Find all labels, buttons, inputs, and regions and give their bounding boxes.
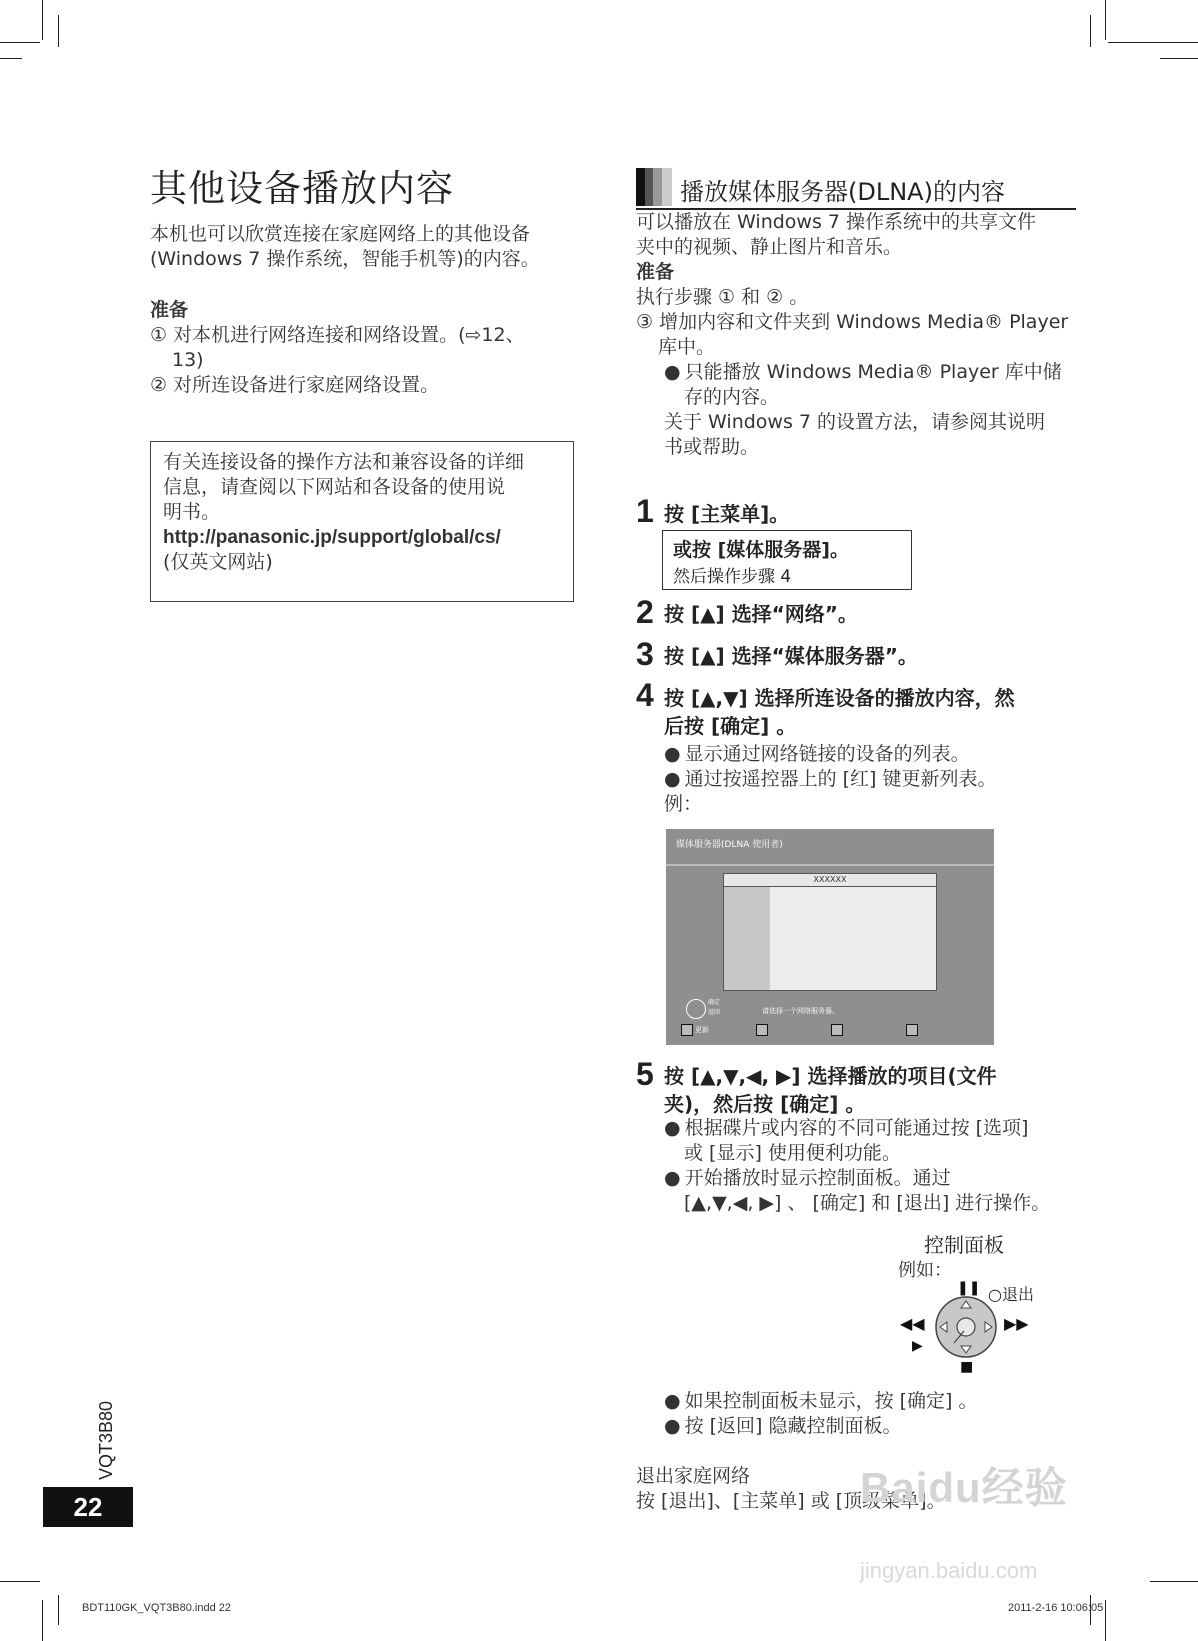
step-number: 5 bbox=[636, 1056, 654, 1092]
crop-mark bbox=[1150, 1581, 1198, 1582]
screen-divider bbox=[666, 864, 994, 866]
intro-line: 本机也可以欣赏连接在家庭网络上的其他设备 bbox=[150, 223, 531, 245]
section-header bbox=[636, 168, 1076, 210]
exit-text: 按 [退出]、[主菜单] 或 [顶级菜单]。 bbox=[636, 1490, 946, 1512]
server-list-header: XXXXXX bbox=[724, 874, 936, 887]
prep-item: ① 对本机进行网络连接和网络设置。(⇨12、 bbox=[150, 324, 525, 346]
section-prep-line: 执行步骤 ① 和 ② 。 bbox=[636, 286, 809, 308]
support-url[interactable]: http://panasonic.jp/support/global/cs/ bbox=[163, 527, 501, 548]
blue-button-icon[interactable] bbox=[906, 1024, 918, 1036]
section-prep-line: ③ 增加内容和文件夹到 Windows Media® Player bbox=[636, 311, 1069, 333]
step-text: 按 [▲] 选择“网络”。 bbox=[664, 602, 858, 626]
step-number: 2 bbox=[636, 594, 654, 630]
crop-mark bbox=[1160, 58, 1198, 59]
step-line: 按 [▲,▼,◀, ▶] 选择播放的项目(文件 bbox=[664, 1064, 997, 1088]
crop-mark bbox=[1105, 0, 1106, 40]
desc-line: 夹中的视频、静止图片和音乐。 bbox=[636, 236, 903, 258]
rewind-icon: ◀◀ bbox=[900, 1314, 925, 1333]
exit-label: ○退出 bbox=[988, 1285, 1034, 1304]
joystick-labels bbox=[708, 998, 720, 1018]
section-prep-heading: 准备 bbox=[636, 261, 675, 283]
crop-mark bbox=[0, 58, 22, 59]
green-button-icon[interactable] bbox=[756, 1024, 768, 1036]
info-box bbox=[150, 441, 574, 602]
crop-mark bbox=[1090, 15, 1091, 47]
refresh-label: 更新 bbox=[695, 1026, 709, 1034]
step-text: 按 [▲] 选择“媒体服务器”。 bbox=[664, 644, 918, 668]
crop-mark bbox=[0, 1581, 40, 1582]
step-bullet: ● 开始播放时显示控制面板。通过 bbox=[664, 1166, 1050, 1191]
example-label: 例： bbox=[664, 793, 703, 815]
prep-item: 13) bbox=[172, 349, 204, 371]
info-line: 信息，请查阅以下网站和各设备的使用说 bbox=[163, 476, 506, 498]
back-label: 返回 bbox=[708, 1009, 721, 1016]
step-text bbox=[664, 684, 1015, 740]
section-prep-line: 库中。 bbox=[658, 336, 716, 358]
watermark-logo: Baidu经验 bbox=[860, 1464, 1068, 1511]
step-bullet: ● 根据碟片或内容的不同可能通过按 [选项] bbox=[664, 1116, 1050, 1141]
control-dial-icon bbox=[934, 1295, 998, 1359]
info-line: 明书。 bbox=[163, 501, 221, 523]
crop-mark bbox=[1105, 1600, 1106, 1641]
desc-line: 可以播放在 Windows 7 操作系统中的共享文件 bbox=[636, 211, 1037, 233]
control-panel-example: 例如： bbox=[898, 1260, 952, 1281]
screen-header: 媒体服务器(DLNA 使用者) bbox=[676, 840, 783, 850]
yellow-button-icon[interactable] bbox=[831, 1024, 843, 1036]
model-code: VQT3B80 bbox=[96, 1400, 116, 1480]
page-number: 22 bbox=[43, 1487, 133, 1527]
prep-heading: 准备 bbox=[150, 299, 189, 321]
play-icon: ▶ bbox=[912, 1338, 923, 1354]
step-number: 4 bbox=[636, 677, 654, 713]
stop-icon: ■ bbox=[960, 1359, 974, 1375]
step-bullet: ● 通过按遥控器上的 [红] 键更新列表。 bbox=[664, 767, 997, 792]
step-number: 3 bbox=[636, 636, 654, 672]
screen-message: 请选择一个网络服务器。 bbox=[762, 1007, 839, 1015]
pause-icon: ❚❚ bbox=[957, 1280, 981, 1296]
prep-block bbox=[150, 298, 525, 398]
step-line: 按 [▲,▼] 选择所连设备的播放内容，然 bbox=[664, 686, 1015, 710]
section-prep-line: 书或帮助。 bbox=[664, 436, 760, 458]
step-note-line: 然后操作步骤 4 bbox=[673, 567, 792, 587]
step-bullet: ● 显示通过网络链接的设备的列表。 bbox=[664, 742, 997, 767]
prep-item: ② 对所连设备进行家庭网络设置。 bbox=[150, 374, 440, 396]
info-line: 有关连接设备的操作方法和兼容设备的详细 bbox=[163, 451, 525, 473]
step-bullets bbox=[664, 742, 997, 817]
crop-mark bbox=[42, 1600, 43, 1641]
step-number: 1 bbox=[636, 493, 654, 529]
server-list-column bbox=[724, 887, 770, 990]
step-bullets bbox=[664, 1116, 1050, 1216]
section-title: 播放媒体服务器(DLNA)的内容 bbox=[680, 178, 1005, 206]
step-bullet: ● 如果控制面板未显示，按 [确定] 。 bbox=[664, 1389, 978, 1414]
section-prep-bullet: ● 只能播放 Windows Media® Player 库中储 bbox=[636, 360, 1068, 385]
server-list[interactable] bbox=[723, 873, 937, 991]
intro-line: (Windows 7 操作系统，智能手机等)的内容。 bbox=[150, 248, 540, 270]
step-text: 按 [主菜单]。 bbox=[664, 502, 790, 526]
after-bullets bbox=[664, 1389, 978, 1439]
step-line: 后按 [确定] 。 bbox=[664, 714, 797, 738]
step-line: [▲,▼,◀, ▶] 、 [确定] 和 [退出] 进行操作。 bbox=[684, 1192, 1051, 1214]
step-text bbox=[664, 1062, 997, 1118]
step-bullet: ● 按 [返回] 隐藏控制面板。 bbox=[664, 1414, 978, 1439]
exit-heading: 退出家庭网络 bbox=[636, 1465, 751, 1487]
footer-right: 2011-2-16 10:06:05 bbox=[1008, 1602, 1104, 1614]
red-button-icon[interactable] bbox=[681, 1024, 693, 1036]
crop-mark bbox=[1108, 42, 1198, 43]
section-prep-line: 关于 Windows 7 的设置方法，请参阅其说明 bbox=[664, 411, 1046, 433]
footer-left: BDT110GK_VQT3B80.indd 22 bbox=[82, 1602, 231, 1614]
media-server-screen bbox=[666, 829, 994, 1045]
confirm-label: 确定 bbox=[708, 999, 721, 1006]
fast-forward-icon: ▶▶ bbox=[1004, 1314, 1029, 1333]
crop-mark bbox=[0, 42, 40, 43]
control-panel-title: 控制面板 bbox=[924, 1233, 1004, 1257]
joystick-icon bbox=[686, 999, 706, 1019]
step-note-line: 或按 [媒体服务器]。 bbox=[673, 539, 849, 561]
crop-mark bbox=[58, 15, 59, 47]
info-note: (仅英文网站) bbox=[163, 551, 273, 573]
page-title: 其他设备播放内容 bbox=[150, 167, 454, 210]
section-desc bbox=[636, 210, 1068, 460]
watermark-url: jingyan.baidu.com bbox=[860, 1558, 1038, 1583]
section-prep-line: 存的内容。 bbox=[684, 386, 780, 408]
intro-text bbox=[150, 222, 540, 272]
section-bars-icon bbox=[636, 168, 672, 206]
step-line: 或 [显示] 使用便利功能。 bbox=[684, 1142, 901, 1164]
step-line: 夹)，然后按 [确定] 。 bbox=[664, 1092, 866, 1116]
crop-mark bbox=[42, 0, 43, 40]
crop-mark bbox=[58, 1595, 59, 1625]
step-note-box bbox=[662, 530, 912, 590]
